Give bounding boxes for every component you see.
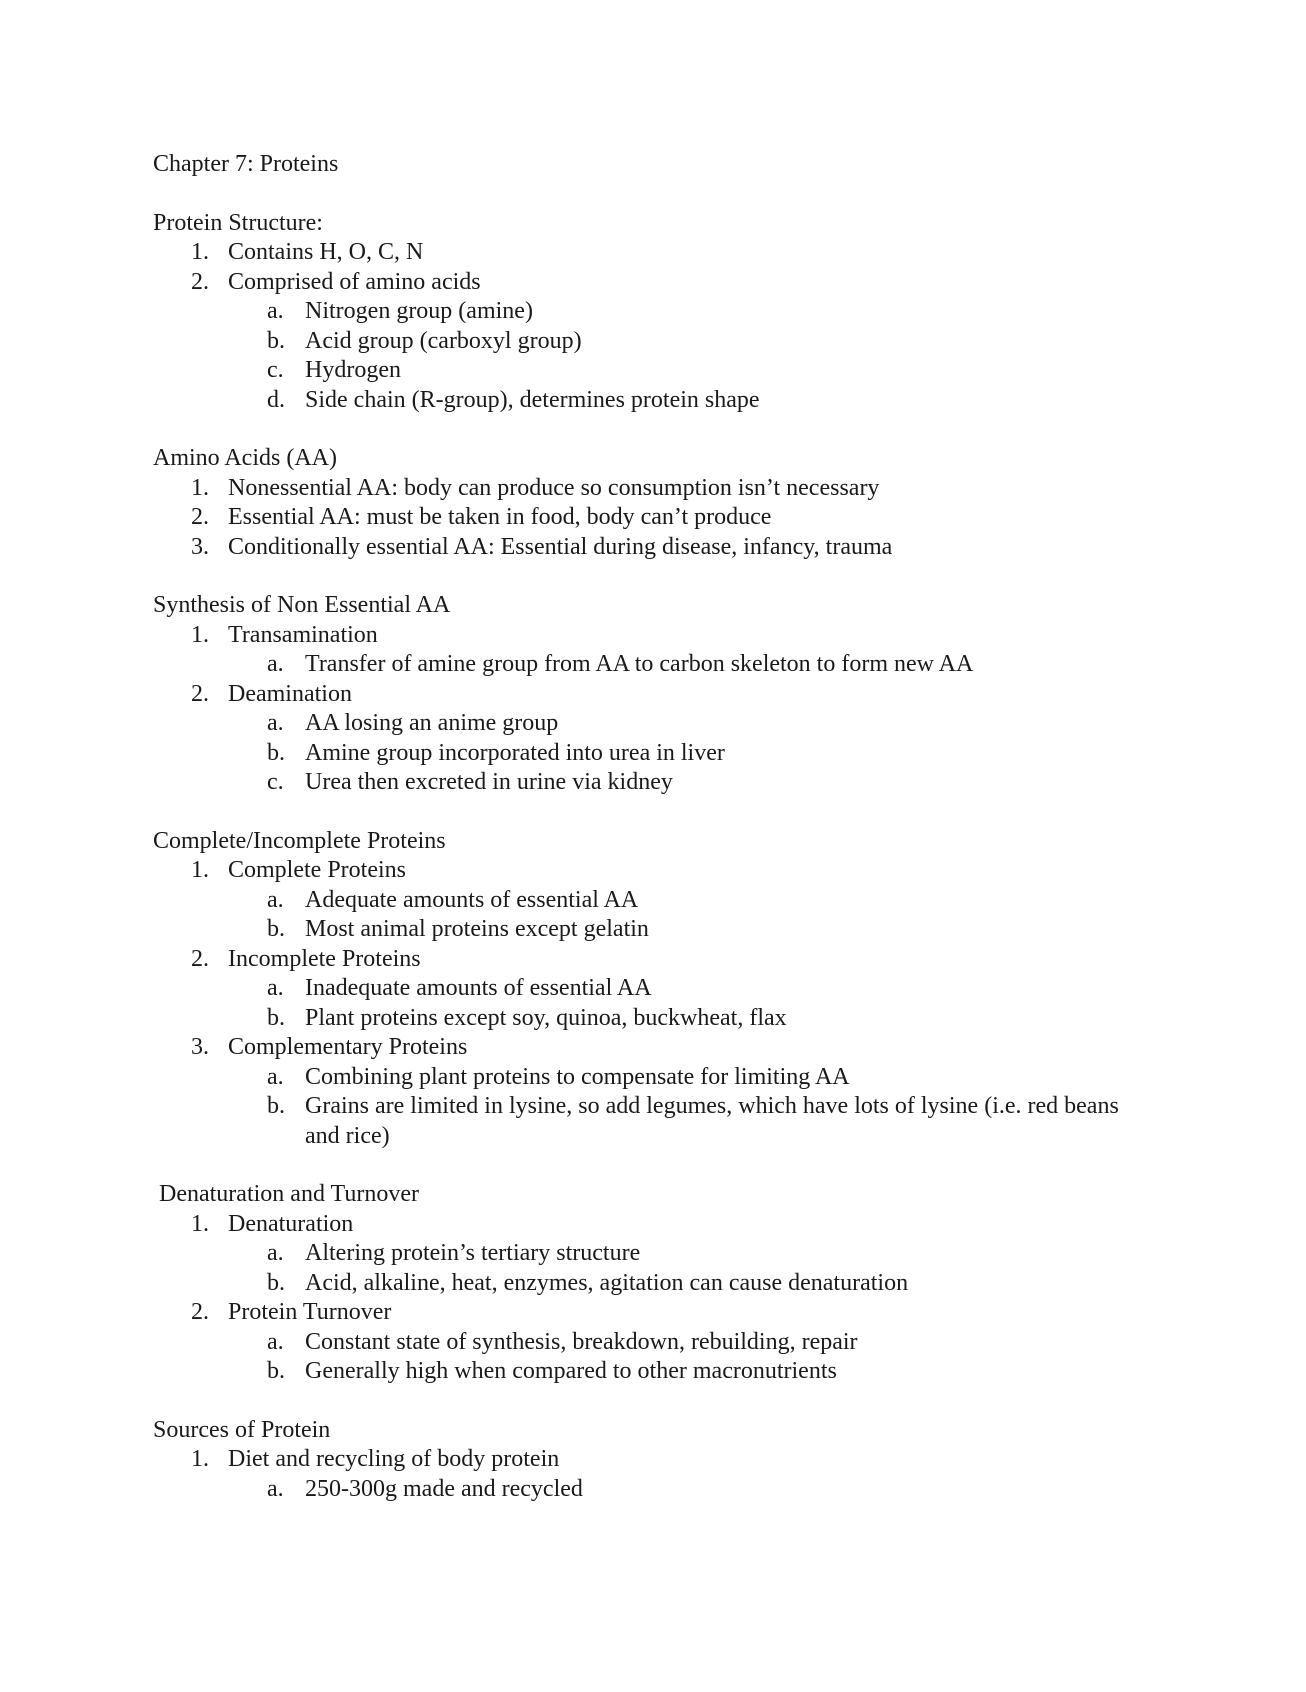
sub-list-item: [153, 1004, 1153, 1034]
list-item-text: Denaturation: [228, 1210, 354, 1237]
list-item-number: 1.: [191, 1210, 209, 1237]
sub-list-item: [153, 1357, 1153, 1387]
numbered-list: [153, 474, 1153, 563]
document-title: Chapter 7: Proteins: [153, 151, 339, 177]
sub-list-item-letter: a.: [267, 886, 284, 913]
section-heading: Protein Structure:: [153, 209, 323, 236]
list-item-text: Conditionally essential AA: Essential during disease, infancy, trauma: [228, 533, 893, 560]
list-item-number: 1.: [191, 621, 209, 648]
list-item-text: Deamination: [228, 680, 352, 707]
list-item-text: Essential AA: must be taken in food, body can’t produce: [228, 504, 772, 530]
list-item-number: 2.: [191, 680, 209, 707]
sub-list-item-text: Plant proteins except soy, quinoa, buckwheat, flax: [305, 1004, 787, 1031]
list-item-number: 1.: [191, 474, 209, 501]
sub-list-item-letter: a.: [267, 1328, 284, 1355]
list-item: [153, 1298, 1153, 1387]
list-item: [153, 503, 1153, 533]
list-item: [153, 945, 1153, 1034]
list-item-number: 2.: [191, 1299, 209, 1325]
lettered-list: [228, 297, 1153, 415]
sub-list-item: [153, 915, 1153, 945]
sub-list-item-letter: b.: [267, 1358, 285, 1384]
sub-list-item: [153, 709, 1153, 739]
sub-list-item-text: Acid group (carboxyl group): [305, 327, 582, 354]
sub-list-item-text: Adequate amounts of essential AA: [305, 886, 639, 913]
list-item: [153, 1033, 1153, 1151]
list-item-text: Protein Turnover: [228, 1299, 392, 1325]
sub-list-item: [153, 297, 1153, 327]
sub-list-item: [153, 386, 1153, 416]
sub-list-item-letter: b.: [267, 916, 285, 942]
sub-list-item-text: Generally high when compared to other macronutrients: [305, 1358, 837, 1384]
list-item-number: 3.: [191, 533, 209, 560]
list-item-text: Comprised of amino acids: [228, 268, 481, 295]
list-item-number: 1.: [191, 1446, 209, 1472]
sub-list-item: [153, 1063, 1153, 1093]
list-item-number: 2.: [191, 504, 209, 530]
sub-list-item-letter: d.: [267, 386, 285, 413]
sub-list-item-text: Grains are limited in lysine, so add legumes, which have lots of lysine (i.e. red beans and rice): [305, 1093, 1119, 1149]
sub-list-item-letter: b.: [267, 739, 285, 766]
sub-list-item: [153, 768, 1153, 798]
section-heading: Amino Acids (AA): [153, 445, 337, 471]
sub-list-item-text: 250-300g made and recycled: [305, 1475, 583, 1502]
sub-list-item-text: Urea then excreted in urine via kidney: [305, 769, 673, 795]
list-item-text: Complementary Proteins: [228, 1034, 468, 1060]
list-item-text: Nonessential AA: body can produce so consumption isn’t necessary: [228, 474, 880, 501]
list-item-number: 2.: [191, 945, 209, 972]
list-item: [153, 238, 1153, 268]
sub-list-item-text: Most animal proteins except gelatin: [305, 916, 649, 942]
list-item-number: 2.: [191, 268, 209, 295]
sub-list-item-letter: b.: [267, 1093, 285, 1119]
section: [153, 1416, 1153, 1505]
lettered-list: [228, 1239, 1153, 1298]
sub-list-item-letter: c.: [267, 769, 284, 795]
list-item: [153, 680, 1153, 798]
lettered-list: [228, 974, 1153, 1033]
sub-list-item-letter: a.: [267, 975, 284, 1001]
lettered-list: [228, 650, 1153, 680]
sub-list-item-letter: c.: [267, 357, 284, 383]
sub-list-item: [153, 356, 1153, 386]
list-item-number: 3.: [191, 1034, 209, 1060]
numbered-list: [153, 621, 1153, 798]
sub-list-item-text: Hydrogen: [305, 357, 401, 383]
section-heading: Synthesis of Non Essential AA: [153, 592, 451, 618]
sub-list-item-text: Nitrogen group (amine): [305, 298, 533, 324]
list-item-number: 1.: [191, 239, 209, 265]
lettered-list: [228, 709, 1153, 798]
numbered-list: [153, 238, 1153, 415]
section-heading: Denaturation and Turnover: [159, 1181, 419, 1207]
sub-list-item: [153, 1092, 1153, 1151]
section-heading: Complete/Incomplete Proteins: [153, 827, 446, 854]
sub-list-item-letter: a.: [267, 1063, 284, 1090]
list-item: [153, 474, 1153, 504]
section: [153, 1180, 1153, 1387]
list-item: [153, 268, 1153, 416]
sub-list-item-letter: a.: [267, 710, 284, 736]
lettered-list: [228, 886, 1153, 945]
sub-list-item-text: Combining plant proteins to compensate for limiting AA: [305, 1063, 850, 1090]
list-item-text: Contains H, O, C, N: [228, 239, 424, 265]
list-item: [153, 621, 1153, 680]
lettered-list: [228, 1328, 1153, 1387]
list-item-text: Incomplete Proteins: [228, 945, 421, 972]
list-item: [153, 533, 1153, 563]
sub-list-item: [153, 650, 1153, 680]
list-item: [153, 856, 1153, 945]
sub-list-item: [153, 974, 1153, 1004]
sub-list-item-text: Inadequate amounts of essential AA: [305, 975, 652, 1001]
section: [153, 827, 1153, 1152]
section-heading: Sources of Protein: [153, 1416, 331, 1443]
sub-list-item-text: Transfer of amine group from AA to carbon skeleton to form new AA: [305, 651, 974, 677]
sub-list-item-text: Constant state of synthesis, breakdown, rebuilding, repair: [305, 1328, 858, 1355]
sub-list-item: [153, 327, 1153, 357]
list-item-text: Diet and recycling of body protein: [228, 1446, 560, 1472]
list-item: [153, 1210, 1153, 1299]
sub-list-item-text: Amine group incorporated into urea in liver: [305, 739, 725, 766]
list-item-text: Complete Proteins: [228, 857, 406, 883]
sub-list-item-letter: a.: [267, 1475, 284, 1502]
sub-list-item-text: AA losing an anime group: [305, 710, 559, 736]
sub-list-item: [153, 886, 1153, 916]
sections-container: [153, 209, 1153, 1505]
sub-list-item-text: Altering protein’s tertiary structure: [305, 1240, 641, 1266]
section: [153, 444, 1153, 562]
document-page: [153, 150, 1153, 1504]
list-item-text: Transamination: [228, 621, 378, 648]
lettered-list: [228, 1063, 1153, 1152]
sub-list-item: [153, 739, 1153, 769]
sub-list-item-letter: a.: [267, 1240, 284, 1266]
sub-list-item-letter: b.: [267, 1269, 285, 1296]
sub-list-item-text: Acid, alkaline, heat, enzymes, agitation can cause denaturation: [305, 1269, 909, 1296]
sub-list-item-letter: a.: [267, 298, 284, 324]
section: [153, 591, 1153, 798]
list-item-number: 1.: [191, 857, 209, 883]
numbered-list: [153, 1445, 1153, 1504]
numbered-list: [153, 856, 1153, 1151]
sub-list-item-letter: b.: [267, 1004, 285, 1031]
sub-list-item: [153, 1328, 1153, 1358]
section: [153, 209, 1153, 416]
sub-list-item: [153, 1269, 1153, 1299]
sub-list-item: [153, 1475, 1153, 1505]
list-item: [153, 1445, 1153, 1504]
sub-list-item-letter: b.: [267, 327, 285, 354]
sub-list-item-letter: a.: [267, 651, 284, 677]
sub-list-item-text: Side chain (R-group), determines protein shape: [305, 386, 760, 413]
sub-list-item: [153, 1239, 1153, 1269]
lettered-list: [228, 1475, 1153, 1505]
numbered-list: [153, 1210, 1153, 1387]
